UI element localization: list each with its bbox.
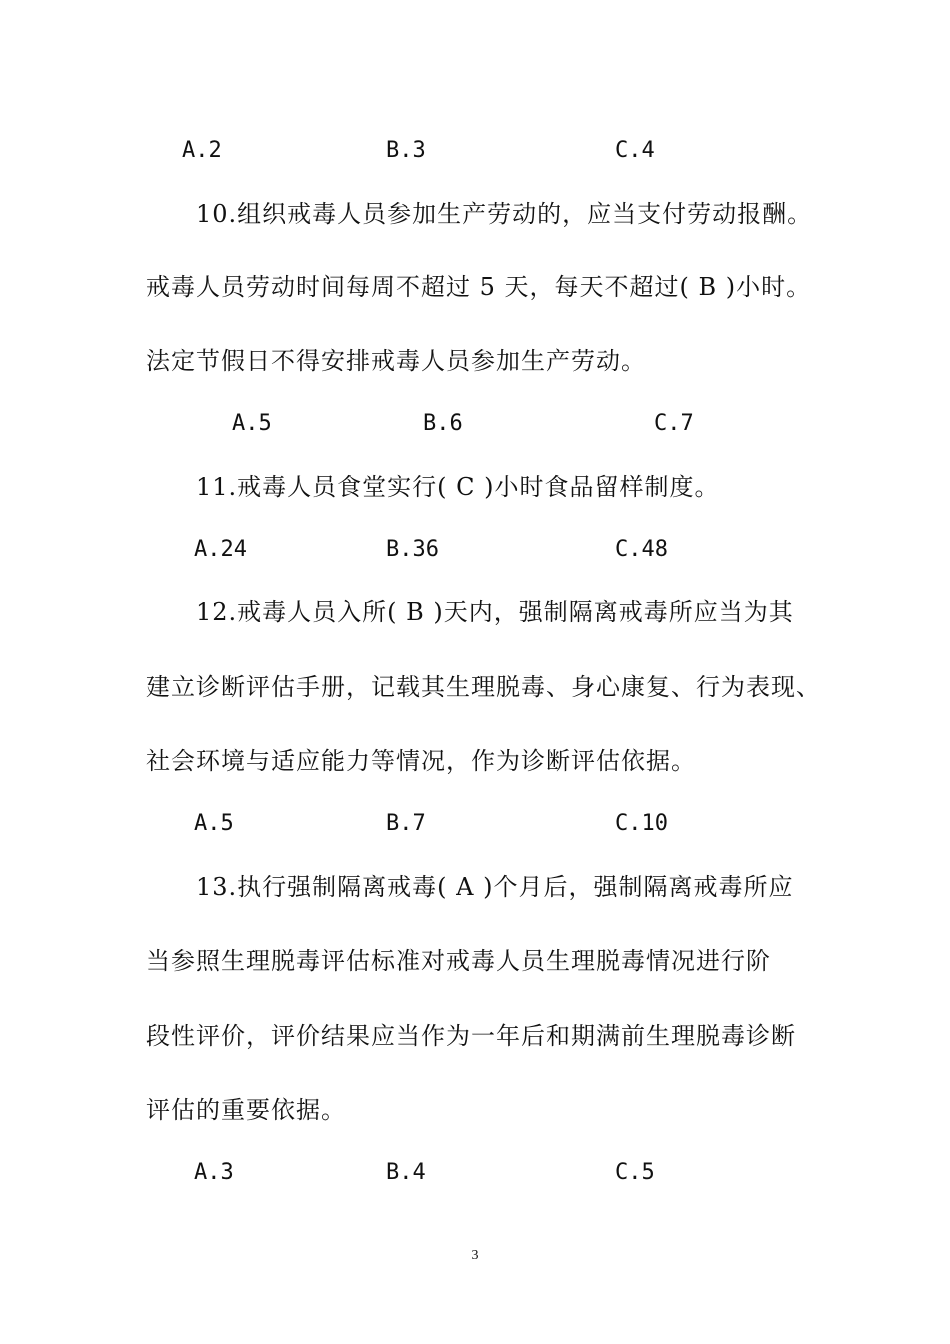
q13-line-1: 13.执行强制隔离戒毒( A )个月后，强制隔离戒毒所应 [196,873,794,901]
q9-option-a: A.2 [182,138,222,163]
q13-option-c: C.5 [615,1160,655,1185]
q10-line-3: 法定节假日不得安排戒毒人员参加生产劳动。 [146,347,646,375]
q11-option-a: A.24 [194,537,247,562]
q12-line-1: 12.戒毒人员入所( B )天内，强制隔离戒毒所应当为其 [196,598,794,626]
q11-option-c: C.48 [615,537,668,562]
q12-option-a: A.5 [194,811,234,836]
q9-option-c: C.4 [615,138,655,163]
q13-line-4: 评估的重要依据。 [146,1096,346,1124]
page-number: 3 [471,1248,479,1263]
q13-line-2: 当参照生理脱毒评估标准对戒毒人员生理脱毒情况进行阶 [146,947,771,975]
q12-option-c: C.10 [615,811,668,836]
q13-option-a: A.3 [194,1160,234,1185]
q11-line-1: 11.戒毒人员食堂实行( C )小时食品留样制度。 [196,473,720,501]
q12-line-2: 建立诊断评估手册，记载其生理脱毒、身心康复、行为表现、 [146,673,821,701]
q10-option-c: C.7 [654,411,694,436]
q11-option-b: B.36 [386,537,439,562]
q10-option-b: B.6 [423,411,463,436]
q10-line-1: 10.组织戒毒人员参加生产劳动的，应当支付劳动报酬。 [196,200,813,228]
q12-line-3: 社会环境与适应能力等情况，作为诊断评估依据。 [146,747,696,775]
q9-option-b: B.3 [386,138,426,163]
q10-option-a: A.5 [232,411,272,436]
q10-line-2: 戒毒人员劳动时间每周不超过 5 天，每天不超过( B )小时。 [146,273,812,301]
q13-line-3: 段性评价，评价结果应当作为一年后和期满前生理脱毒诊断 [146,1022,796,1050]
q13-option-b: B.4 [386,1160,426,1185]
q12-option-b: B.7 [386,811,426,836]
